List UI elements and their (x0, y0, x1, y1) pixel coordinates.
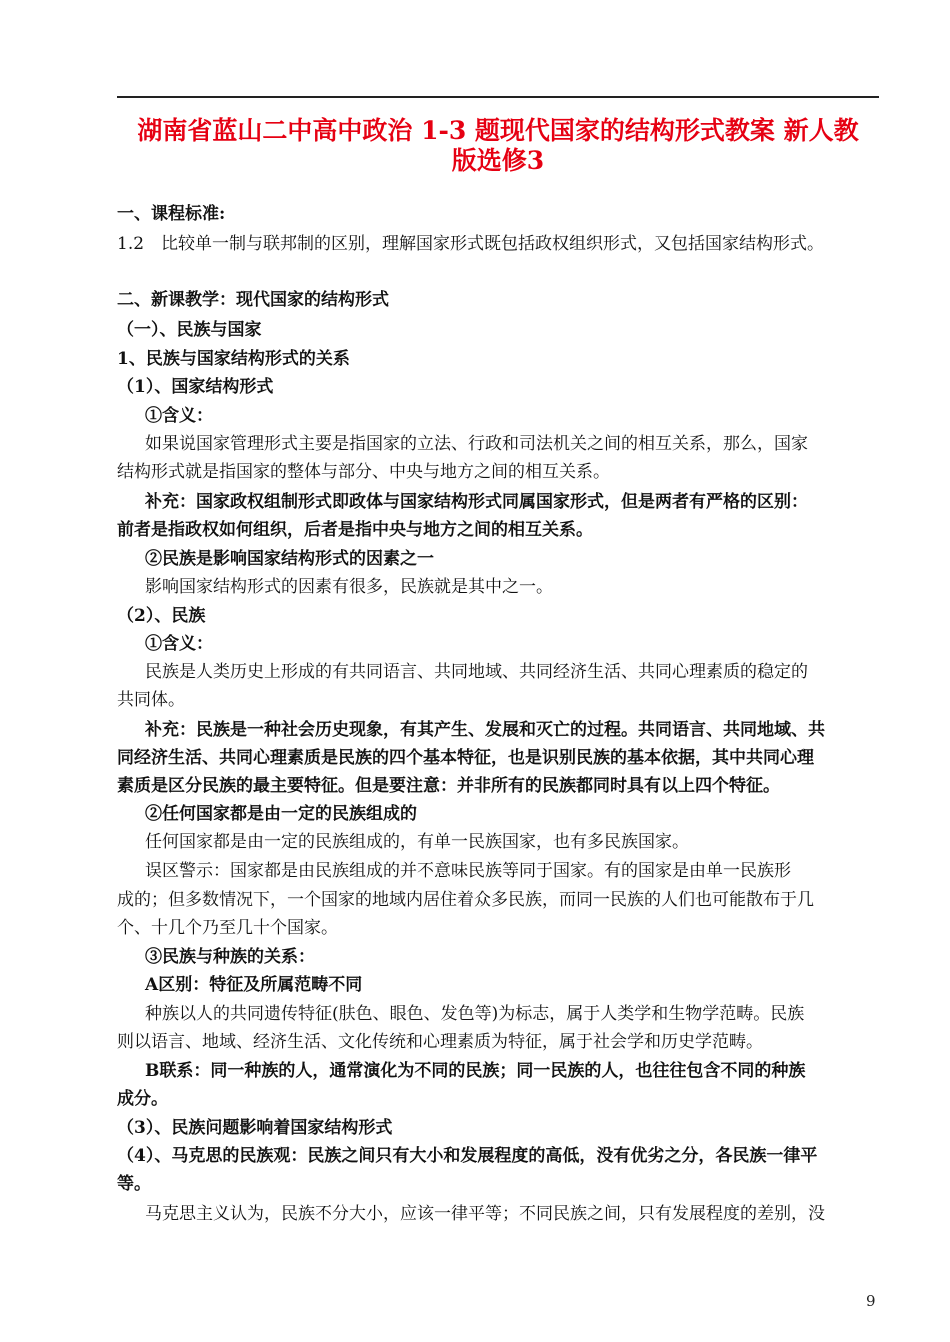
body-line: 一、课程标准: (117, 204, 226, 224)
body-line: 共同体。 (117, 690, 185, 710)
body-line: 补充：民族是一种社会历史现象，有其产生、发展和灭亡的过程。共同语言、共同地域、共 (145, 720, 825, 740)
body-line: （2）、民族 (117, 606, 206, 626)
body-line: 马克思主义认为，民族不分大小，应该一律平等；不同民族之间，只有发展程度的差别，没 (145, 1204, 825, 1224)
body-line: B联系：同一种族的人，通常演化为不同的民族；同一民族的人，也往往包含不同的种族 (145, 1061, 806, 1081)
body-line: 结构形式就是指国家的整体与部分、中央与地方之间的相互关系。 (117, 462, 610, 482)
body-line: 1、民族与国家结构形式的关系 (117, 349, 350, 369)
body-line: 前者是指政权如何组织，后者是指中央与地方之间的相互关系。 (117, 520, 593, 540)
body-line: ②民族是影响国家结构形式的因素之一 (145, 549, 434, 569)
body-line: 等。 (117, 1174, 151, 1194)
body-line: 1.2 比较单一制与联邦制的区别，理解国家形式既包括政权组织形式，又包括国家结构形式。 (117, 234, 825, 254)
body-line: 民族是人类历史上形成的有共同语言、共同地域、共同经济生活、共同心理素质的稳定的 (145, 662, 808, 682)
body-line: ①含义： (145, 406, 213, 426)
title-line-2: 版选修3 (451, 146, 545, 175)
document-title (117, 116, 879, 176)
title-line-1: 湖南省蓝山二中高中政治 1-3 题现代国家的结构形式教案 新人教 (137, 116, 859, 145)
body-line: ①含义： (145, 634, 213, 654)
body-line: （一）、民族与国家 (117, 320, 262, 340)
body-line: 素质是区分民族的最主要特征。但是要注意：并非所有的民族都同时具有以上四个特征。 (117, 776, 780, 796)
body-line: ②任何国家都是由一定的民族组成的 (145, 804, 417, 824)
body-line: 如果说国家管理形式主要是指国家的立法、行政和司法机关之间的相互关系，那么，国家 (145, 434, 808, 454)
body-line: 种族以人的共同遗传特征(肤色、眼色、发色等)为标志，属于人类学和生物学范畴。民族 (145, 1004, 805, 1024)
body-line: （1）、国家结构形式 (117, 377, 274, 397)
page-number: 9 (866, 1292, 876, 1310)
body-line: 则以语言、地域、经济生活、文化传统和心理素质为特征，属于社会学和历史学范畴。 (117, 1032, 763, 1052)
body-line: 个、十几个乃至几十个国家。 (117, 918, 338, 938)
body-line: 影响国家结构形式的因素有很多，民族就是其中之一。 (145, 577, 553, 597)
body-line: 任何国家都是由一定的民族组成的，有单一民族国家，也有多民族国家。 (145, 832, 689, 852)
body-line: （3）、民族问题影响着国家结构形式 (117, 1118, 393, 1138)
body-line: （4）、马克思的民族观：民族之间只有大小和发展程度的高低，没有优劣之分，各民族一律平 (117, 1146, 818, 1166)
body-line: 误区警示：国家都是由民族组成的并不意味民族等同于国家。有的国家是由单一民族形 (145, 861, 791, 881)
body-line: 同经济生活、共同心理素质是民族的四个基本特征，也是识别民族的基本依据，其中共同心理 (117, 748, 814, 768)
body-line: A区别：特征及所属范畴不同 (145, 975, 363, 995)
body-line: 二、新课教学：现代国家的结构形式 (117, 290, 389, 310)
body-line: 成分。 (117, 1089, 168, 1109)
body-line: ③民族与种族的关系： (145, 947, 315, 967)
body-line: 补充：国家政权组制形式即政体与国家结构形式同属国家形式，但是两者有严格的区别： (145, 492, 808, 512)
header-rule (117, 96, 879, 98)
body-line: 成的；但多数情况下，一个国家的地域内居住着众多民族，而同一民族的人们也可能散布于几 (117, 890, 814, 910)
